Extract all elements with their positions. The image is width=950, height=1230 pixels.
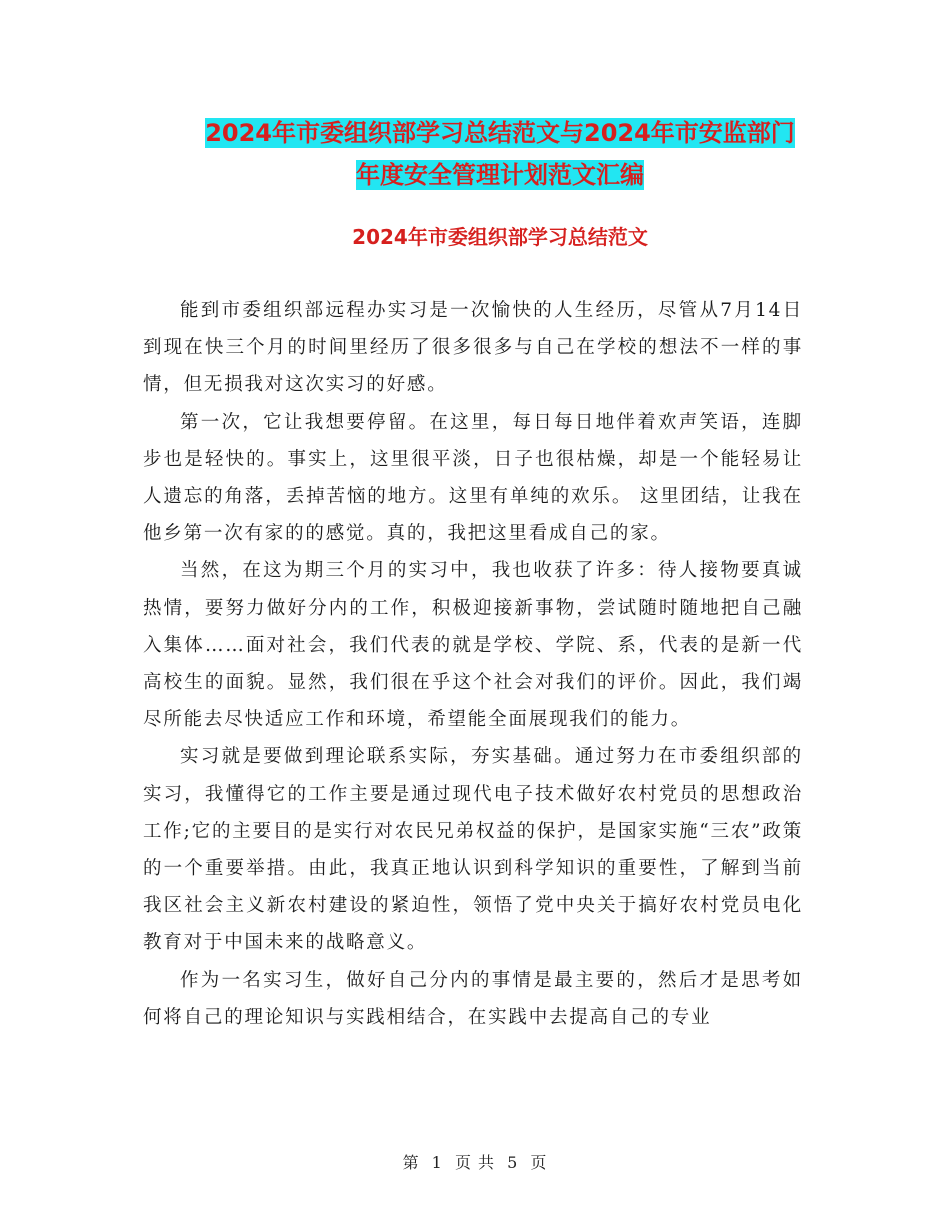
title-line-1: 2024年市委组织部学习总结范文与2024年市安监部门: [205, 119, 795, 147]
paragraph-1: 能到市委组织部远程办实习是一次愉快的人生经历，尽管从7月14日到现在快三个月的时间里经历了很多很多与自己在学校的想法不一样的事情，但无损我对这次实习的好感。: [143, 300, 803, 396]
paragraph-4: 实习就是要做到理论联系实际，夯实基础。通过努力在市委组织部的实习，我懂得它的工作主要是通过现代电子技术做好农村党员的思想政治工作;它的主要目的是实行对农民兄弟权益的保护，是国家实施“三农”政策的一个重要举措。由此，我真正地认识到科学知识的重要性，了解到当前我区社会主义新农村建设的紧迫性，领悟了党中央关于搞好农村党员电化教育对于中国未来的战略意义。: [143, 746, 803, 954]
paragraph-3: 当然，在这为期三个月的实习中，我也收获了许多：待人接物要真诚热情，要努力做好分内的工作，积极迎接新事物，尝试随时随地把自己融入集体……面对社会，我们代表的就是学校、学院、系，代表的是新一代高校生的面貌。显然，我们很在乎这个社会对我们的评价。因此，我们竭尽所能去尽快适应工作和环境，希望能全面展现我们的能力。: [143, 560, 803, 731]
document-body: [143, 292, 803, 1036]
footer-middle: 页 共: [454, 1153, 496, 1172]
footer-suffix: 页: [530, 1153, 548, 1172]
document-title: [140, 112, 860, 196]
title-line-2: 年度安全管理计划范文汇编: [356, 161, 644, 189]
footer-total-pages: 5: [507, 1153, 519, 1172]
page-footer: [0, 1150, 950, 1173]
footer-prefix: 第: [402, 1153, 420, 1172]
section-title: 2024年市委组织部学习总结范文: [352, 225, 648, 249]
paragraph-5: 作为一名实习生，做好自己分内的事情是最主要的，然后才是思考如何将自己的理论知识与实践相结合，在实践中去提高自己的专业: [143, 969, 803, 1028]
footer-page-number: 1: [431, 1153, 443, 1172]
paragraph-2: 第一次，它让我想要停留。在这里，每日每日地伴着欢声笑语，连脚步也是轻快的。事实上，这里很平淡，日子也很枯燥，却是一个能轻易让人遗忘的角落，丢掉苦恼的地方。这里有单纯的欢乐。 这里团结，让我在他乡第一次有家的的感觉。真的，我把这里看成自己的家。: [143, 411, 803, 545]
